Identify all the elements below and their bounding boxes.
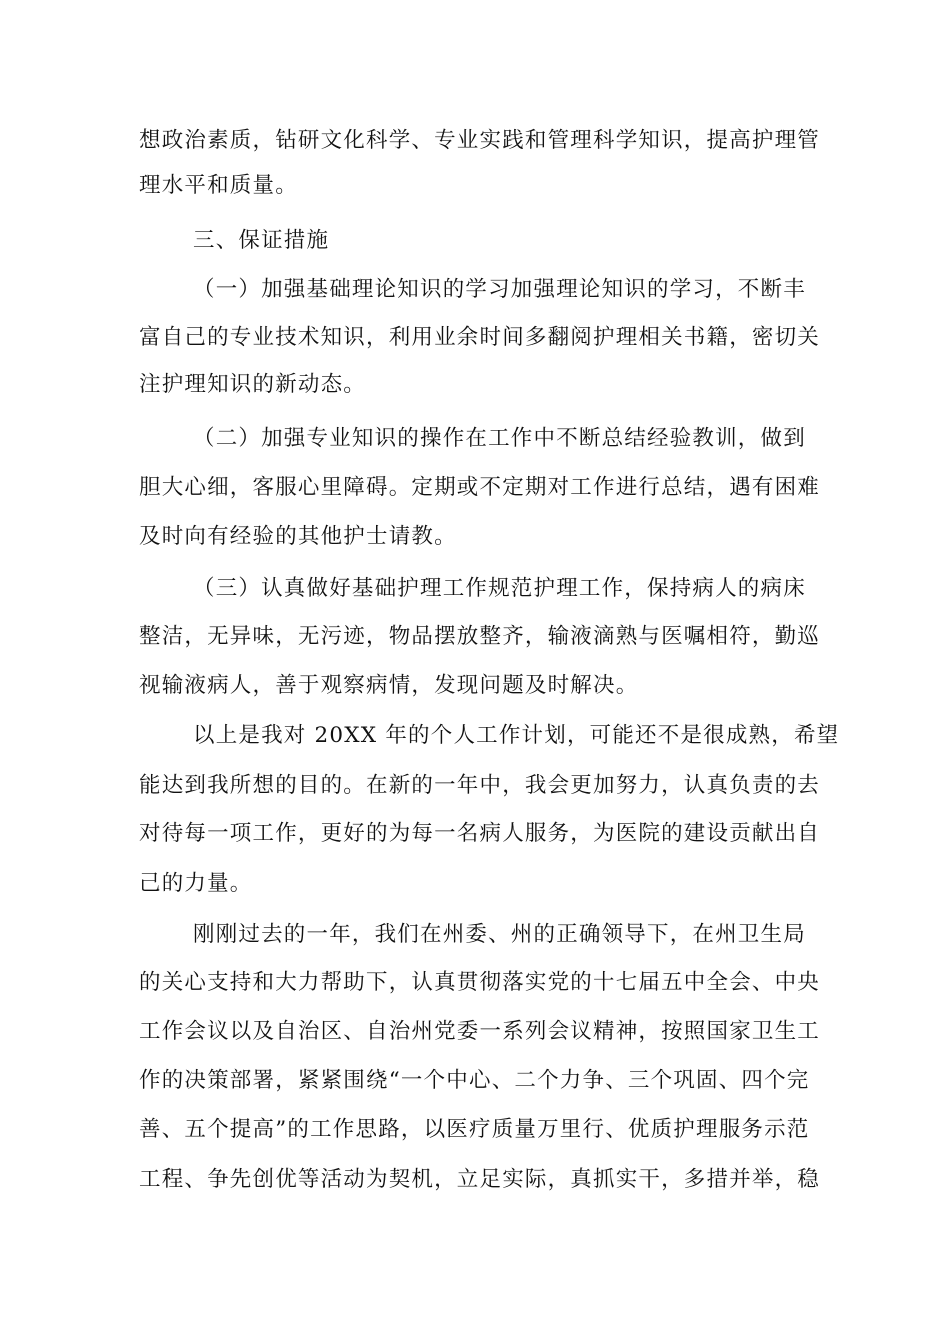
paragraph-line: （二）加强专业知识的操作在工作中不断总结经验教训，做到 — [193, 426, 806, 451]
paragraph-line: 视输液病人，善于观察病情，发现问题及时解决。 — [139, 673, 639, 698]
paragraph-line: 胆大心细，客服心里障碍。定期或不定期对工作进行总结，遇有困难 — [139, 475, 821, 500]
paragraph-line: 注护理知识的新动态。 — [139, 372, 367, 397]
section-heading: 三、保证措施 — [193, 228, 330, 253]
paragraph-line: 整洁，无异味，无污迹，物品摆放整齐，输液滴熟与医嘱相符，勤巡 — [139, 624, 821, 649]
paragraph-line: （三）认真做好基础护理工作规范护理工作，保持病人的病床 — [193, 576, 806, 601]
paragraph-line: 富自己的专业技术知识，利用业余时间多翻阅护理相关书籍，密切关 — [139, 325, 821, 350]
paragraph-line: 想政治素质，钻研文化科学、专业实践和管理科学知识，提高护理管 — [139, 128, 821, 153]
paragraph-line: 以上是我对 20XX 年的个人工作计划，可能还不是很成熟，希望 — [193, 723, 840, 748]
paragraph-line: 己的力量。 — [139, 871, 253, 896]
paragraph-line: 善、五个提高”的工作思路，以医疗质量万里行、优质护理服务示范 — [139, 1117, 810, 1142]
paragraph-line: 工作会议以及自治区、自治州党委一系列会议精神，按照国家卫生工 — [139, 1019, 821, 1044]
paragraph-line: 的关心支持和大力帮助下，认真贯彻落实党的十七届五中全会、中央 — [139, 970, 821, 995]
paragraph-line: 及时向有经验的其他护士请教。 — [139, 524, 457, 549]
paragraph-line: （一）加强基础理论知识的学习加强理论知识的学习，不断丰 — [193, 277, 806, 302]
paragraph-line: 作的决策部署，紧紧围绕“一个中心、二个力争、三个巩固、四个完 — [139, 1068, 810, 1093]
paragraph-line: 理水平和质量。 — [139, 173, 298, 198]
paragraph-line: 能达到我所想的目的。在新的一年中，我会更加努力，认真负责的去 — [139, 773, 821, 798]
paragraph-line: 对待每一项工作，更好的为每一名病人服务，为医院的建设贡献出自 — [139, 821, 821, 846]
paragraph-line: 刚刚过去的一年，我们在州委、州的正确领导下，在州卫生局 — [193, 922, 806, 947]
paragraph-line: 工程、争先创优等活动为契机，立足实际，真抓实干，多措并举，稳 — [139, 1167, 821, 1192]
